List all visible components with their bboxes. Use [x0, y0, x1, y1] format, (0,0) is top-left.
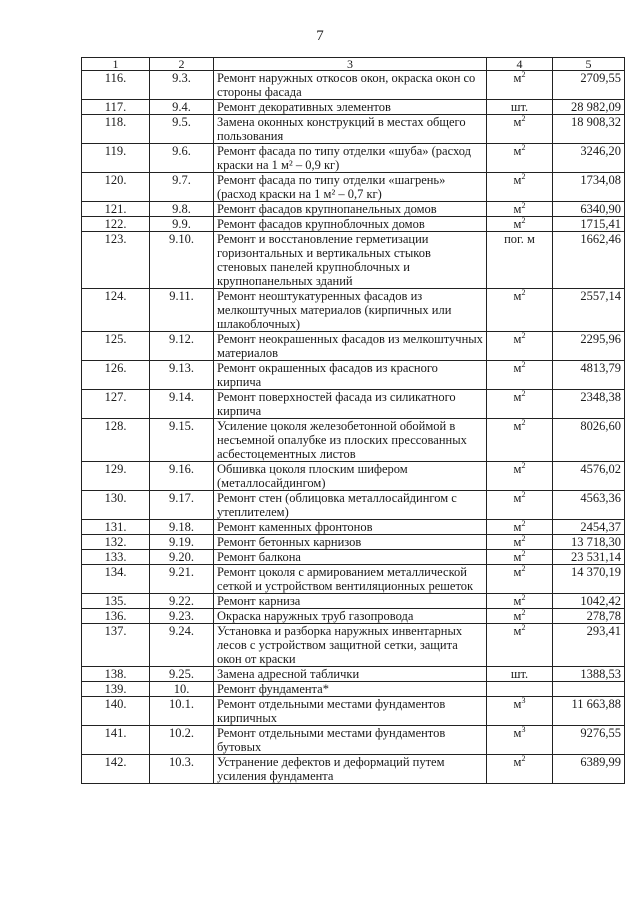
- table-row: [82, 565, 625, 594]
- unit-exponent: 2: [521, 330, 526, 340]
- table-row: [82, 520, 625, 535]
- unit-exponent: 2: [521, 533, 526, 543]
- row-description: Ремонт отдельными местами фундаментов бутовых: [214, 726, 487, 755]
- row-code: 9.23.: [150, 609, 214, 624]
- row-number: 117.: [82, 100, 150, 115]
- row-price: 6389,99: [553, 755, 625, 784]
- unit-base: м: [513, 332, 522, 346]
- row-code: 9.17.: [150, 491, 214, 520]
- row-description: Ремонт неокрашенных фасадов из мелкоштучных материалов: [214, 332, 487, 361]
- table-row: [82, 624, 625, 667]
- row-price: 1388,53: [553, 667, 625, 682]
- row-description: Ремонт каменных фронтонов: [214, 520, 487, 535]
- row-code: 9.16.: [150, 462, 214, 491]
- unit-base: шт.: [510, 100, 529, 114]
- unit-base: м: [513, 535, 522, 549]
- row-price: 2454,37: [553, 520, 625, 535]
- row-number: 128.: [82, 419, 150, 462]
- row-description: Замена оконных конструкций в местах общего пользования: [214, 115, 487, 144]
- row-code: 9.6.: [150, 144, 214, 173]
- table-body: [82, 71, 625, 784]
- unit-base: м: [513, 624, 522, 638]
- column-header: 2: [150, 58, 214, 71]
- row-price: 8026,60: [553, 419, 625, 462]
- row-number: 135.: [82, 594, 150, 609]
- row-description: Ремонт бетонных карнизов: [214, 535, 487, 550]
- row-number: 133.: [82, 550, 150, 565]
- row-code: 10.: [150, 682, 214, 697]
- unit-exponent: 2: [521, 417, 526, 427]
- table-row: [82, 726, 625, 755]
- row-code: 10.1.: [150, 697, 214, 726]
- row-price: 1734,08: [553, 173, 625, 202]
- unit-base: шт.: [510, 667, 529, 681]
- row-number: 123.: [82, 232, 150, 289]
- row-description: Ремонт неоштукатуренных фасадов из мелкоштучных материалов (кирпичных или шлакоблочных): [214, 289, 487, 332]
- row-number: 116.: [82, 71, 150, 100]
- row-description: Ремонт карниза: [214, 594, 487, 609]
- row-description: Ремонт отдельными местами фундаментов кирпичных: [214, 697, 487, 726]
- row-unit: [487, 667, 553, 682]
- row-unit: [487, 115, 553, 144]
- row-number: 131.: [82, 520, 150, 535]
- row-unit: [487, 144, 553, 173]
- row-price: 4563,36: [553, 491, 625, 520]
- unit-base: пог. м: [504, 232, 535, 246]
- table-row: [82, 232, 625, 289]
- row-unit: [487, 609, 553, 624]
- unit-base: м: [513, 726, 522, 740]
- row-price: 2348,38: [553, 390, 625, 419]
- row-unit: [487, 361, 553, 390]
- unit-exponent: 2: [521, 592, 526, 602]
- row-description: Ремонт и восстановление герметизации горизонтальных и вертикальных стыков стеновых панелей крупноблочных и крупнопанельных зданий: [214, 232, 487, 289]
- unit-base: м: [513, 390, 522, 404]
- row-unit: [487, 624, 553, 667]
- table-row: [82, 667, 625, 682]
- row-unit: [487, 100, 553, 115]
- unit-base: м: [513, 491, 522, 505]
- row-unit: [487, 565, 553, 594]
- row-price: 278,78: [553, 609, 625, 624]
- row-code: 9.15.: [150, 419, 214, 462]
- table-row: [82, 332, 625, 361]
- row-description: Ремонт декоративных элементов: [214, 100, 487, 115]
- row-unit: [487, 594, 553, 609]
- table-row: [82, 115, 625, 144]
- row-code: 9.11.: [150, 289, 214, 332]
- row-description: Установка и разборка наружных инвентарных лесов с устройством защитной сетки, защита окон от краски: [214, 624, 487, 667]
- unit-exponent: 2: [521, 548, 526, 558]
- unit-exponent: 3: [521, 695, 526, 705]
- unit-exponent: 2: [521, 753, 526, 763]
- row-unit: [487, 726, 553, 755]
- row-price: 2295,96: [553, 332, 625, 361]
- row-price: 293,41: [553, 624, 625, 667]
- unit-base: м: [513, 361, 522, 375]
- column-header: 4: [487, 58, 553, 71]
- table-row: [82, 682, 625, 697]
- row-description: Ремонт фасадов крупноблочных домов: [214, 217, 487, 232]
- unit-exponent: 2: [521, 622, 526, 632]
- row-number: 139.: [82, 682, 150, 697]
- row-unit: [487, 520, 553, 535]
- unit-exponent: 2: [521, 607, 526, 617]
- row-unit: [487, 390, 553, 419]
- row-description: Ремонт окрашенных фасадов из красного кирпича: [214, 361, 487, 390]
- row-description: Ремонт наружных откосов окон, окраска окон со стороны фасада: [214, 71, 487, 100]
- row-code: 9.10.: [150, 232, 214, 289]
- row-code: 9.8.: [150, 202, 214, 217]
- row-price: 4813,79: [553, 361, 625, 390]
- row-code: 9.20.: [150, 550, 214, 565]
- row-number: 122.: [82, 217, 150, 232]
- row-unit: [487, 173, 553, 202]
- table-row: [82, 390, 625, 419]
- row-price: 1715,41: [553, 217, 625, 232]
- row-description: Ремонт стен (облицовка металлосайдингом с утеплителем): [214, 491, 487, 520]
- row-unit: [487, 71, 553, 100]
- row-unit: [487, 697, 553, 726]
- unit-base: м: [513, 289, 522, 303]
- row-code: 9.21.: [150, 565, 214, 594]
- row-price: 14 370,19: [553, 565, 625, 594]
- row-code: 9.4.: [150, 100, 214, 115]
- row-price: 1662,46: [553, 232, 625, 289]
- row-description: Ремонт поверхностей фасада из силикатного кирпича: [214, 390, 487, 419]
- unit-exponent: 2: [521, 215, 526, 225]
- row-unit: [487, 232, 553, 289]
- row-price: 11 663,88: [553, 697, 625, 726]
- unit-base: м: [513, 755, 522, 769]
- unit-base: м: [513, 173, 522, 187]
- unit-base: м: [513, 419, 522, 433]
- unit-exponent: 2: [521, 69, 526, 79]
- row-code: 9.12.: [150, 332, 214, 361]
- row-code: 9.24.: [150, 624, 214, 667]
- unit-base: м: [513, 71, 522, 85]
- row-number: 140.: [82, 697, 150, 726]
- row-number: 129.: [82, 462, 150, 491]
- row-number: 130.: [82, 491, 150, 520]
- row-code: 9.14.: [150, 390, 214, 419]
- unit-base: м: [513, 609, 522, 623]
- row-unit: [487, 491, 553, 520]
- table-row: [82, 594, 625, 609]
- table-row: [82, 697, 625, 726]
- unit-base: м: [513, 115, 522, 129]
- unit-exponent: 2: [521, 489, 526, 499]
- table-row: [82, 550, 625, 565]
- row-description: Ремонт фасада по типу отделки «шагрень» (расход краски на 1 м² – 0,7 кг): [214, 173, 487, 202]
- row-number: 121.: [82, 202, 150, 217]
- row-price: 3246,20: [553, 144, 625, 173]
- row-unit: [487, 755, 553, 784]
- page-number: 7: [316, 28, 324, 44]
- row-number: 138.: [82, 667, 150, 682]
- row-unit: [487, 217, 553, 232]
- unit-exponent: 2: [521, 460, 526, 470]
- table-row: [82, 491, 625, 520]
- unit-base: м: [513, 144, 522, 158]
- row-unit: [487, 550, 553, 565]
- table-row: [82, 755, 625, 784]
- row-price: 13 718,30: [553, 535, 625, 550]
- row-code: 9.5.: [150, 115, 214, 144]
- table-row: [82, 462, 625, 491]
- unit-base: м: [513, 217, 522, 231]
- row-unit: [487, 202, 553, 217]
- row-description: Усиление цоколя железобетонной обоймой в несъемной опалубке из плоских прессованных асбестоцементных листов: [214, 419, 487, 462]
- row-unit: [487, 462, 553, 491]
- row-number: 119.: [82, 144, 150, 173]
- row-unit: [487, 332, 553, 361]
- row-number: 134.: [82, 565, 150, 594]
- row-unit: [487, 535, 553, 550]
- unit-exponent: 2: [521, 200, 526, 210]
- unit-base: м: [513, 697, 522, 711]
- row-price: 9276,55: [553, 726, 625, 755]
- row-code: 10.2.: [150, 726, 214, 755]
- row-description: Устранение дефектов и деформаций путем усиления фундамента: [214, 755, 487, 784]
- row-price: [553, 682, 625, 697]
- table-row: [82, 217, 625, 232]
- unit-exponent: 2: [521, 563, 526, 573]
- unit-base: м: [513, 520, 522, 534]
- unit-base: м: [513, 462, 522, 476]
- row-description: Ремонт фасада по типу отделки «шуба» (расход краски на 1 м² – 0,9 кг): [214, 144, 487, 173]
- table-row: [82, 609, 625, 624]
- unit-base: м: [513, 550, 522, 564]
- row-number: 124.: [82, 289, 150, 332]
- row-number: 118.: [82, 115, 150, 144]
- unit-exponent: 3: [521, 724, 526, 734]
- row-code: 9.25.: [150, 667, 214, 682]
- row-code: 9.13.: [150, 361, 214, 390]
- unit-exponent: 2: [521, 359, 526, 369]
- row-code: 9.22.: [150, 594, 214, 609]
- unit-base: м: [513, 565, 522, 579]
- header-row: [82, 58, 625, 71]
- column-header: 5: [553, 58, 625, 71]
- row-code: 9.9.: [150, 217, 214, 232]
- row-code: 9.7.: [150, 173, 214, 202]
- row-number: 141.: [82, 726, 150, 755]
- table-row: [82, 202, 625, 217]
- table-row: [82, 535, 625, 550]
- row-code: 9.18.: [150, 520, 214, 535]
- row-unit: [487, 682, 553, 697]
- row-unit: [487, 419, 553, 462]
- row-code: 10.3.: [150, 755, 214, 784]
- row-description: Ремонт цоколя с армированием металлической сеткой и устройством вентиляционных решеток: [214, 565, 487, 594]
- row-price: 23 531,14: [553, 550, 625, 565]
- rates-table: [81, 57, 625, 784]
- row-price: 4576,02: [553, 462, 625, 491]
- row-number: 136.: [82, 609, 150, 624]
- unit-exponent: 2: [521, 287, 526, 297]
- table-row: [82, 289, 625, 332]
- unit-exponent: 2: [521, 142, 526, 152]
- row-unit: [487, 289, 553, 332]
- row-price: 2709,55: [553, 71, 625, 100]
- row-number: 125.: [82, 332, 150, 361]
- table-row: [82, 71, 625, 100]
- row-description: Обшивка цоколя плоским шифером (металлосайдингом): [214, 462, 487, 491]
- unit-exponent: 2: [521, 518, 526, 528]
- row-price: 28 982,09: [553, 100, 625, 115]
- unit-base: м: [513, 594, 522, 608]
- row-price: 18 908,32: [553, 115, 625, 144]
- row-code: 9.19.: [150, 535, 214, 550]
- row-price: 1042,42: [553, 594, 625, 609]
- unit-base: м: [513, 202, 522, 216]
- row-description: Замена адресной таблички: [214, 667, 487, 682]
- row-description: Ремонт балкона: [214, 550, 487, 565]
- unit-exponent: 2: [521, 113, 526, 123]
- unit-exponent: 2: [521, 171, 526, 181]
- row-description: Окраска наружных труб газопровода: [214, 609, 487, 624]
- row-number: 127.: [82, 390, 150, 419]
- unit-exponent: 2: [521, 388, 526, 398]
- table-row: [82, 361, 625, 390]
- row-number: 142.: [82, 755, 150, 784]
- row-number: 120.: [82, 173, 150, 202]
- column-header: 3: [214, 58, 487, 71]
- row-description: Ремонт фасадов крупнопанельных домов: [214, 202, 487, 217]
- row-code: 9.3.: [150, 71, 214, 100]
- row-price: 6340,90: [553, 202, 625, 217]
- table-row: [82, 173, 625, 202]
- column-header: 1: [82, 58, 150, 71]
- row-number: 137.: [82, 624, 150, 667]
- table-row: [82, 419, 625, 462]
- row-price: 2557,14: [553, 289, 625, 332]
- table-row: [82, 144, 625, 173]
- table-row: [82, 100, 625, 115]
- row-description: Ремонт фундамента*: [214, 682, 487, 697]
- row-number: 126.: [82, 361, 150, 390]
- row-number: 132.: [82, 535, 150, 550]
